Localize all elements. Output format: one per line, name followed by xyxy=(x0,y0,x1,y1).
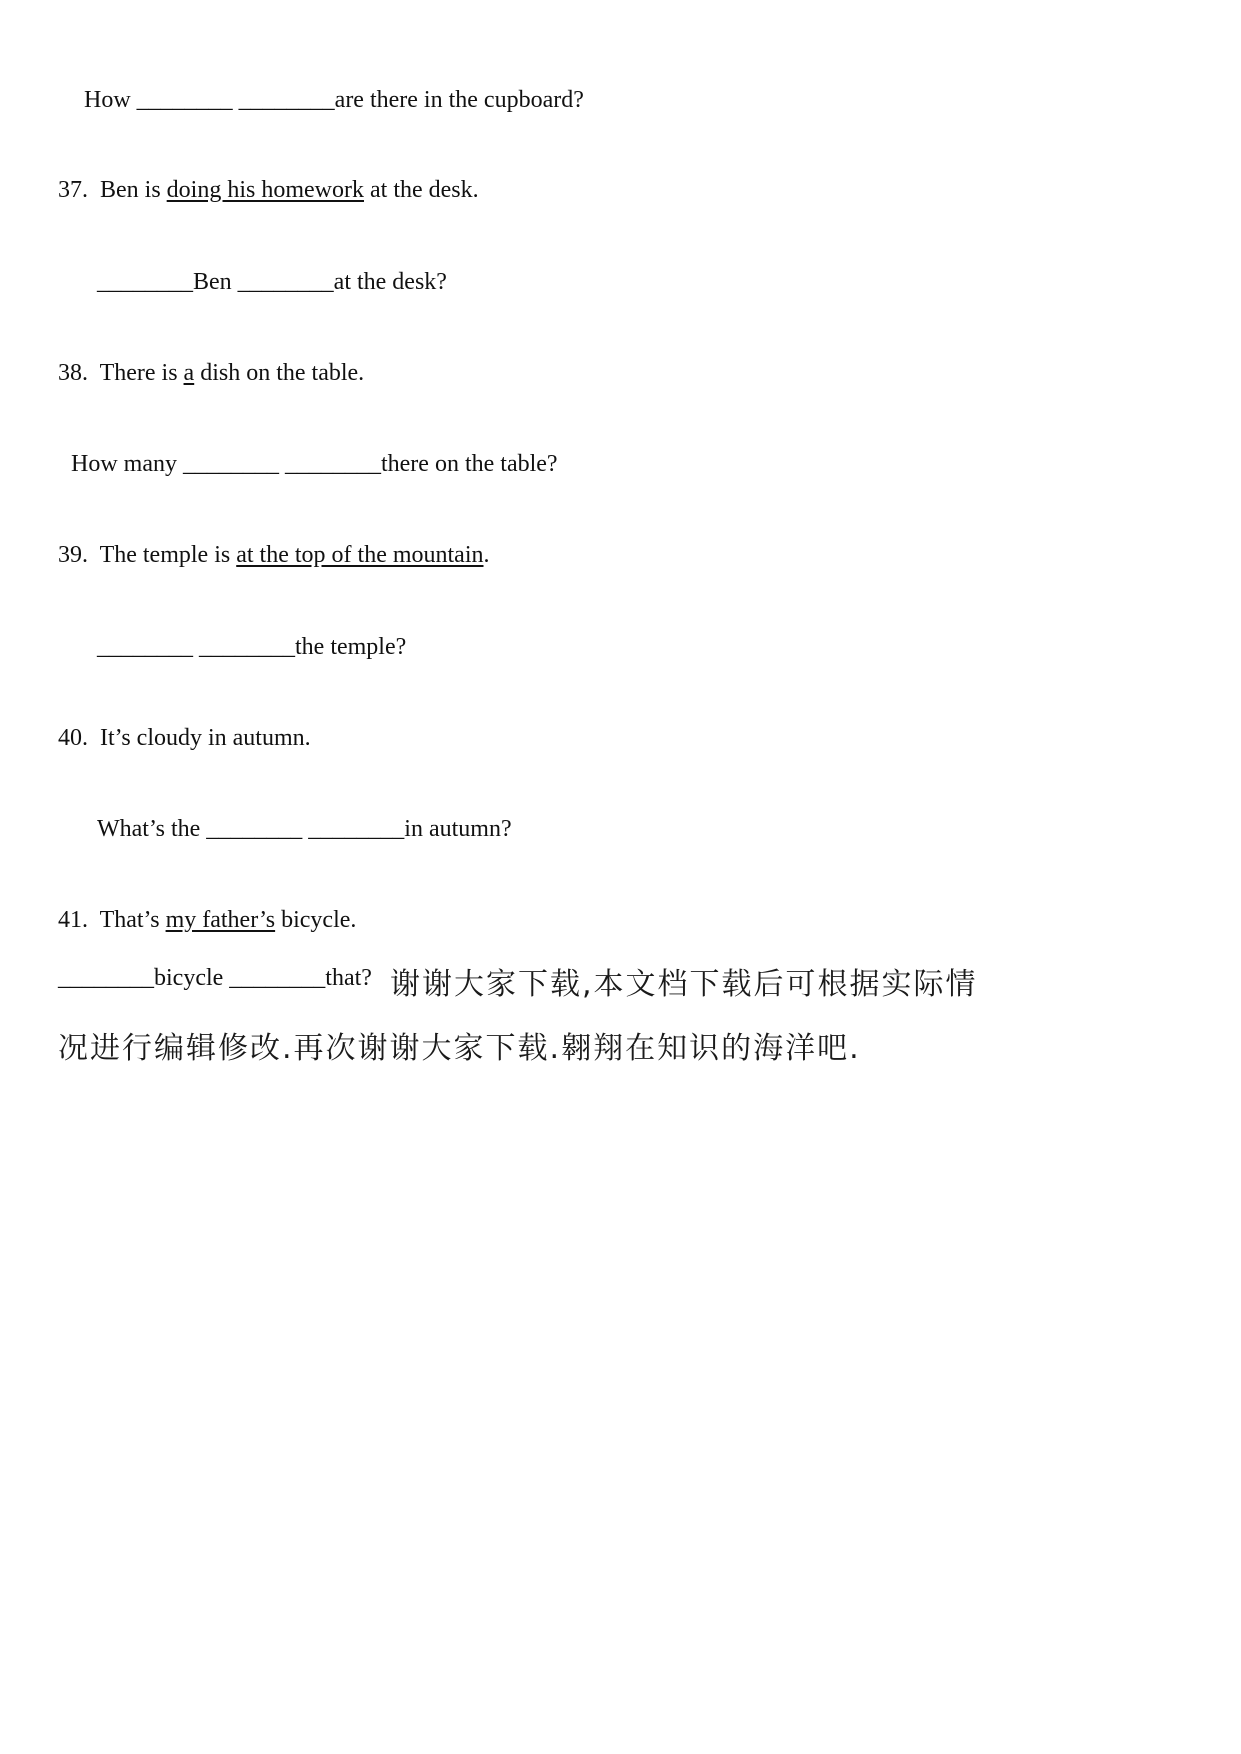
question-text-pre: That’s xyxy=(99,907,166,933)
q37-answer-line: ________Ben ________at the desk? xyxy=(97,269,447,295)
question-number: 41. xyxy=(58,907,88,933)
question-text-pre: There is xyxy=(99,360,184,386)
download-note-line-2: 况进行编辑修改.再次谢谢大家下载.翱翔在知识的海洋吧. xyxy=(58,1031,861,1066)
question-text-post: . xyxy=(483,542,490,568)
q36-answer-line: How ________ ________are there in the cupboard? xyxy=(84,87,584,113)
underlined-phrase: at the top of the mountain xyxy=(236,542,484,568)
underlined-phrase: my father’s xyxy=(165,907,276,933)
underlined-phrase: a xyxy=(183,360,195,386)
underlined-phrase: doing his homework xyxy=(166,177,364,203)
question-text-pre: The temple is xyxy=(99,542,237,568)
q40-answer-line: What’s the ________ ________in autumn? xyxy=(97,816,512,842)
question-text: It’s cloudy in autumn. xyxy=(100,725,311,751)
question-number: 39. xyxy=(58,542,88,568)
question-39 xyxy=(58,543,490,567)
question-text-post: bicycle. xyxy=(275,907,357,933)
question-number: 37. xyxy=(58,177,88,203)
q39-answer-line: ________ ________the temple? xyxy=(97,634,407,660)
q38-answer-line: How many ________ ________there on the table? xyxy=(71,451,558,477)
question-37 xyxy=(58,178,479,202)
q41-answer-line: ________bicycle ________that? xyxy=(58,965,372,991)
question-text-post: dish on the table. xyxy=(194,360,365,386)
question-number: 38. xyxy=(58,360,88,386)
question-40 xyxy=(58,726,311,750)
download-note-line-1: 谢谢大家下载,本文档下载后可根据实际情 xyxy=(390,967,978,1002)
question-41 xyxy=(58,908,356,932)
question-text-pre: Ben is xyxy=(100,177,167,203)
question-38 xyxy=(58,361,364,385)
question-number: 40. xyxy=(58,725,88,751)
question-text-post: at the desk. xyxy=(364,177,479,203)
